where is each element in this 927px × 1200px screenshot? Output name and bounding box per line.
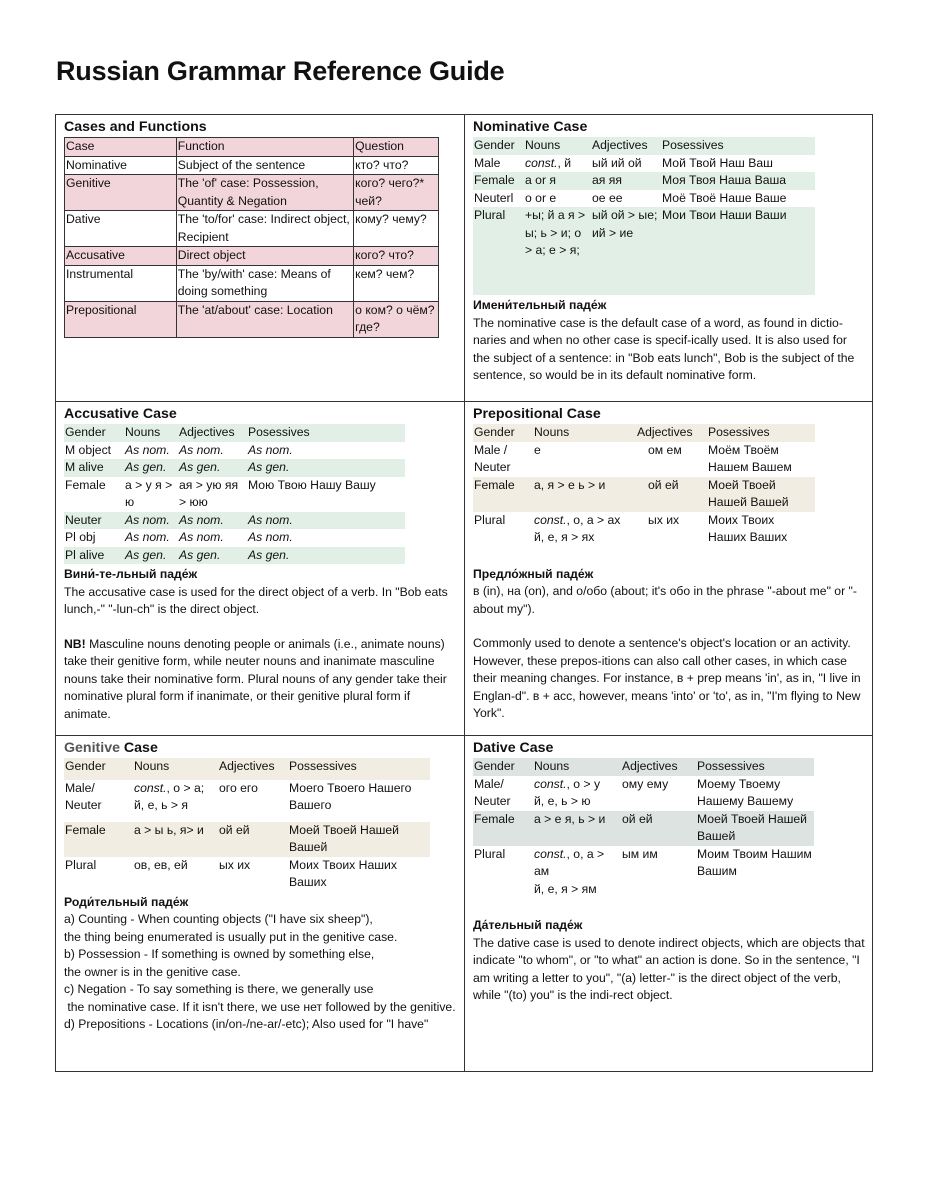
table-row <box>65 265 439 301</box>
adjectives-cell: ой ей <box>622 811 653 826</box>
section-heading: Nominative Case <box>473 119 588 135</box>
description-text: The accusative case is used for the direct object of a verb. In "Bob eats lunch,-" "-lun-ch" is the direct object. <box>64 584 448 616</box>
column-header: Nouns <box>134 759 170 773</box>
note-body: Masculine nouns denoting people or animals (i.e., animate nouns) take their genitive form, while neuter nouns and inanimate masculine nouns take their nominative form. Plural nouns of any gender take their nominative plural form if inanimate, or their genitive plural form if animate. <box>64 636 447 721</box>
usage-line: the nominative case. If it isn't there, we use нет followed by the genitive. <box>64 999 456 1014</box>
table-row <box>473 155 815 173</box>
possessives-cell: As gen. <box>248 547 290 562</box>
table-row <box>473 172 815 190</box>
table-row <box>64 822 430 857</box>
gender-cell: Male/ Neuter <box>65 780 102 812</box>
const-label: const. <box>134 780 167 795</box>
table-row <box>64 442 405 460</box>
note-text <box>64 636 456 724</box>
table-row <box>64 857 430 892</box>
nouns-cell: const., о, а > ах й, е, я > ях <box>534 512 621 544</box>
nominative-table <box>473 137 815 295</box>
case-function: Direct object <box>176 247 353 266</box>
table-row <box>473 190 815 208</box>
possessives-cell: Мою Твою Нашу Вашу <box>248 477 376 492</box>
russian-term: Предло́жный паде́ж <box>473 566 594 581</box>
dative-section <box>465 736 874 1071</box>
adjectives-cell: ых их <box>648 512 680 527</box>
case-name: Prepositional <box>65 301 177 337</box>
column-header: Function <box>176 138 353 157</box>
gender-cell: Plural <box>474 846 506 861</box>
adjectives-cell: As gen. <box>179 460 221 474</box>
section-heading: Prepositional Case <box>473 406 601 422</box>
case-function: The 'by/with' case: Means of doing something <box>176 265 353 301</box>
case-question: кто? что? <box>354 156 439 175</box>
table-row <box>473 846 814 899</box>
heading-light: Genitive <box>64 740 120 756</box>
gender-cell: Female <box>65 477 106 492</box>
adjectives-cell: As nom. <box>179 512 224 527</box>
table-header-row <box>473 137 815 155</box>
gender-cell: Female <box>474 477 515 492</box>
possessives-cell: Моих Твоих Наших Ваших <box>289 857 397 889</box>
column-header: Nouns <box>125 425 161 439</box>
table-header-row <box>473 424 815 442</box>
nouns-cell: const., о > у й, е, ь > ю <box>534 776 601 808</box>
prepositions-text: в (in), на (on), and о/обо (about; it's обо in the phrase "-about me" or "-about my"). <box>473 584 857 616</box>
adjectives-cell: ое ее <box>592 190 623 205</box>
usage-line: c) Negation - To say something is there, we generally use <box>64 982 374 996</box>
table-header-row <box>65 138 439 157</box>
nouns-cell: As nom. <box>125 442 170 457</box>
accusative-section <box>56 402 464 735</box>
adjectives-cell: ому ему <box>622 776 669 791</box>
adjectives-cell: As nom. <box>179 530 224 544</box>
table-row <box>65 301 439 337</box>
column-header: Posessives <box>248 425 310 439</box>
const-label: const. <box>534 512 567 527</box>
nouns-cell: +ы; й а я > ы; ь > и; о > а; е > я; <box>525 208 586 257</box>
column-header: Question <box>354 138 439 157</box>
possessives-cell: Моих Твоих Наших Ваших <box>708 512 788 544</box>
page-title: Russian Grammar Reference Guide <box>56 56 505 86</box>
gender-cell: Female <box>474 811 515 826</box>
column-header: Nouns <box>534 759 570 773</box>
adjectives-cell: ом ем <box>648 442 682 457</box>
table-row <box>64 547 405 565</box>
case-question: кому? чему? <box>354 211 439 247</box>
column-header: Adjectives <box>622 759 678 773</box>
case-function: The 'at/about' case: Location <box>176 301 353 337</box>
column-header: Adjectives <box>592 138 648 152</box>
gender-cell: Plural <box>474 512 506 527</box>
adjectives-cell: ой ей <box>648 477 679 492</box>
column-header: Gender <box>65 759 106 773</box>
table-row <box>64 512 405 530</box>
table-row <box>64 459 405 477</box>
usage-line: a) Counting - When counting objects ("I have six sheep"), <box>64 912 373 926</box>
possessives-cell: As nom. <box>248 530 293 544</box>
table-row <box>473 442 815 477</box>
gender-cell: M object <box>65 442 112 457</box>
adjectives-cell: As nom. <box>179 442 224 457</box>
possessives-cell: Моей Твоей Нашей Вашей <box>289 822 399 854</box>
heading-bold: Case <box>119 740 158 756</box>
column-header: Nouns <box>534 425 570 439</box>
possessives-cell: As nom. <box>248 442 293 457</box>
possessives-cell: Мой Твой Наш Ваш <box>662 155 773 170</box>
description-text: Commonly used to denote a sentence's object's location or an activity. However, these prepos-itions can also call other cases, in which case their meaning changes. For instance, в + prep means 'in', as in, "I live in Englan-d". в + acc, however, means 'into' or 'to', as in, "I'm flying to New York". <box>473 636 861 720</box>
nouns-cell: As nom. <box>125 512 170 527</box>
nouns-cell: ов, ев, ей <box>134 857 188 872</box>
case-question: кем? чем? <box>354 265 439 301</box>
usage-line: the owner is in the genitive case. <box>64 964 241 979</box>
table-row <box>473 512 815 547</box>
section-heading: Accusative Case <box>64 406 177 422</box>
nouns-cell: const., й <box>525 155 572 170</box>
nouns-cell: а > ы ь, я> и <box>134 822 204 837</box>
column-header: Gender <box>474 425 515 439</box>
gender-cell: Female <box>65 822 106 837</box>
note-label: NB! <box>64 636 86 651</box>
possessives-cell: Моему Твоему Нашему Вашему <box>697 776 794 808</box>
nouns-cell: а or я <box>525 173 556 187</box>
gender-cell: Neuter <box>65 512 102 527</box>
column-header: Posessives <box>708 425 770 439</box>
section-heading: Cases and Functions <box>64 119 207 135</box>
column-header: Case <box>65 138 177 157</box>
gender-cell: Pl alive <box>65 547 105 562</box>
gender-cell: Male/ Neuter <box>474 776 511 808</box>
possessives-cell: Моём Твоём Нашем Вашем <box>708 442 792 474</box>
column-header: Gender <box>474 138 515 152</box>
description-text: The nominative case is the default case of a word, as found in dictio-naries and when no other case is specif-ically used. It is also used for the subject of a sentence: in "Bob eats lunch", Bob is the subject of the sentence, so would be in its default nominative form. <box>473 315 855 382</box>
table-row <box>64 780 430 822</box>
table-row <box>64 477 405 512</box>
adjectives-cell: ая яя <box>592 173 622 187</box>
russian-term: Имени́тельный паде́ж <box>473 298 607 312</box>
possessives-cell: Моей Твоей Нашей Вашей <box>708 477 789 509</box>
russian-term: Да́тельный паде́ж <box>473 918 583 932</box>
column-header: Adjectives <box>219 759 275 773</box>
case-question: о ком? о чём? где? <box>354 301 439 337</box>
possessives-cell: As gen. <box>248 460 290 474</box>
const-label: const. <box>525 155 558 170</box>
genitive-table <box>64 758 430 892</box>
case-function: The 'to/for' case: Indirect object, Recipient <box>176 211 353 247</box>
description-text: The dative case is used to denote indirect objects, which are objects that indicate "to whom", or "to what" an action is done. So in the sentence, "I am writing a letter to you", "(a) letter-" is the direct object of the verb, while "(to) you" is the indi-rect object. <box>473 935 865 1002</box>
possessives-cell: Моего Твоего Нашего Вашего <box>289 780 412 812</box>
adjectives-cell: ый ий ой <box>592 155 642 170</box>
adjectives-cell: ая > ую яя > юю <box>179 477 239 509</box>
gender-cell: Plural <box>474 208 506 222</box>
case-question: кого? что? <box>354 247 439 266</box>
gender-cell: Female <box>474 173 515 187</box>
table-row <box>65 211 439 247</box>
possessives-cell: Моя Твоя Наша Ваша <box>662 173 787 187</box>
case-name: Nominative <box>65 156 177 175</box>
nominative-section <box>465 115 874 401</box>
gender-cell: M alive <box>65 460 104 474</box>
nouns-cell: е <box>534 442 541 457</box>
section-heading: Dative Case <box>473 740 554 756</box>
possessives-cell: Моё Твоё Наше Ваше <box>662 190 787 205</box>
column-header: Gender <box>65 425 106 439</box>
table-header-row <box>473 758 814 776</box>
cases-table <box>64 137 439 338</box>
cases-functions-section <box>56 115 464 401</box>
table-row <box>65 156 439 175</box>
section-heading <box>64 739 456 758</box>
adjectives-cell: ый ой > ые; ий > ие <box>592 208 658 240</box>
nouns-cell: const., о > а; й, е, ь > я <box>134 780 205 812</box>
nouns-cell: As nom. <box>125 530 170 544</box>
russian-term: Роди́тельный паде́ж <box>64 894 189 909</box>
column-header: Posessives <box>662 138 724 152</box>
column-header: Possessives <box>697 759 765 773</box>
adjectives-cell: As gen. <box>179 547 221 562</box>
column-header: Adjectives <box>179 425 235 439</box>
usage-line: the thing being enumerated is usually put in the genitive case. <box>64 929 398 944</box>
column-header: Possessives <box>289 759 357 773</box>
gender-cell: Male / Neuter <box>474 442 511 474</box>
nouns-cell: а > е я, ь > и <box>534 811 606 826</box>
adjectives-cell: ой ей <box>219 822 250 837</box>
gender-cell: Neuterl <box>474 190 514 205</box>
russian-term: Вини́-те-льный паде́ж <box>64 567 198 581</box>
gender-cell: Pl obj <box>65 530 96 544</box>
possessives-cell: Моей Твоей Нашей Вашей <box>697 811 807 843</box>
nouns-cell: о or е <box>525 190 557 205</box>
table-row <box>473 776 814 811</box>
accusative-table <box>64 424 405 564</box>
column-header: Gender <box>474 759 515 773</box>
case-function: The 'of' case: Possession, Quantity & Negation <box>176 175 353 211</box>
prepositional-table <box>473 424 815 547</box>
nouns-cell: а > у я > ю <box>125 477 173 509</box>
table-row <box>473 207 815 295</box>
column-header: Nouns <box>525 138 561 152</box>
usage-line: b) Possession - If something is owned by something else, <box>64 947 375 961</box>
case-name: Accusative <box>65 247 177 266</box>
genitive-section <box>56 736 464 1071</box>
nouns-cell: а, я > е ь > и <box>534 477 606 492</box>
nouns-cell: As gen. <box>125 460 167 474</box>
nouns-cell: As gen. <box>125 547 167 562</box>
const-label: const. <box>534 846 567 861</box>
possessives-cell: Моим Твоим Нашим Вашим <box>697 846 812 878</box>
dative-table <box>473 758 814 898</box>
nouns-cell: const., о, а > ам й, е, я > ям <box>534 846 605 896</box>
adjectives-cell: ого его <box>219 780 258 795</box>
adjectives-cell: ым им <box>622 846 658 861</box>
possessives-cell: As nom. <box>248 512 293 527</box>
table-row <box>65 247 439 266</box>
gender-cell: Plural <box>65 857 97 872</box>
table-row <box>64 529 405 547</box>
case-name: Instrumental <box>65 265 177 301</box>
gender-cell: Male <box>474 155 501 170</box>
column-header: Adjectives <box>637 425 693 439</box>
case-question: кого? чего?* чей? <box>354 175 439 211</box>
case-name: Genitive <box>65 175 177 211</box>
case-function: Subject of the sentence <box>176 156 353 175</box>
table-row <box>473 811 814 846</box>
adjectives-cell: ых их <box>219 857 251 872</box>
reference-grid <box>55 114 873 1072</box>
usage-line: d) Prepositions - Locations (in/on-/ne-ar/-etc); Also used for "I have" <box>64 1017 429 1031</box>
const-label: const. <box>534 776 567 791</box>
possessives-cell: Мои Твои Наши Ваши <box>662 208 787 222</box>
case-name: Dative <box>65 211 177 247</box>
table-row <box>65 175 439 211</box>
table-row <box>473 477 815 512</box>
table-header-row <box>64 758 430 780</box>
table-header-row <box>64 424 405 442</box>
prepositional-section <box>465 402 874 735</box>
